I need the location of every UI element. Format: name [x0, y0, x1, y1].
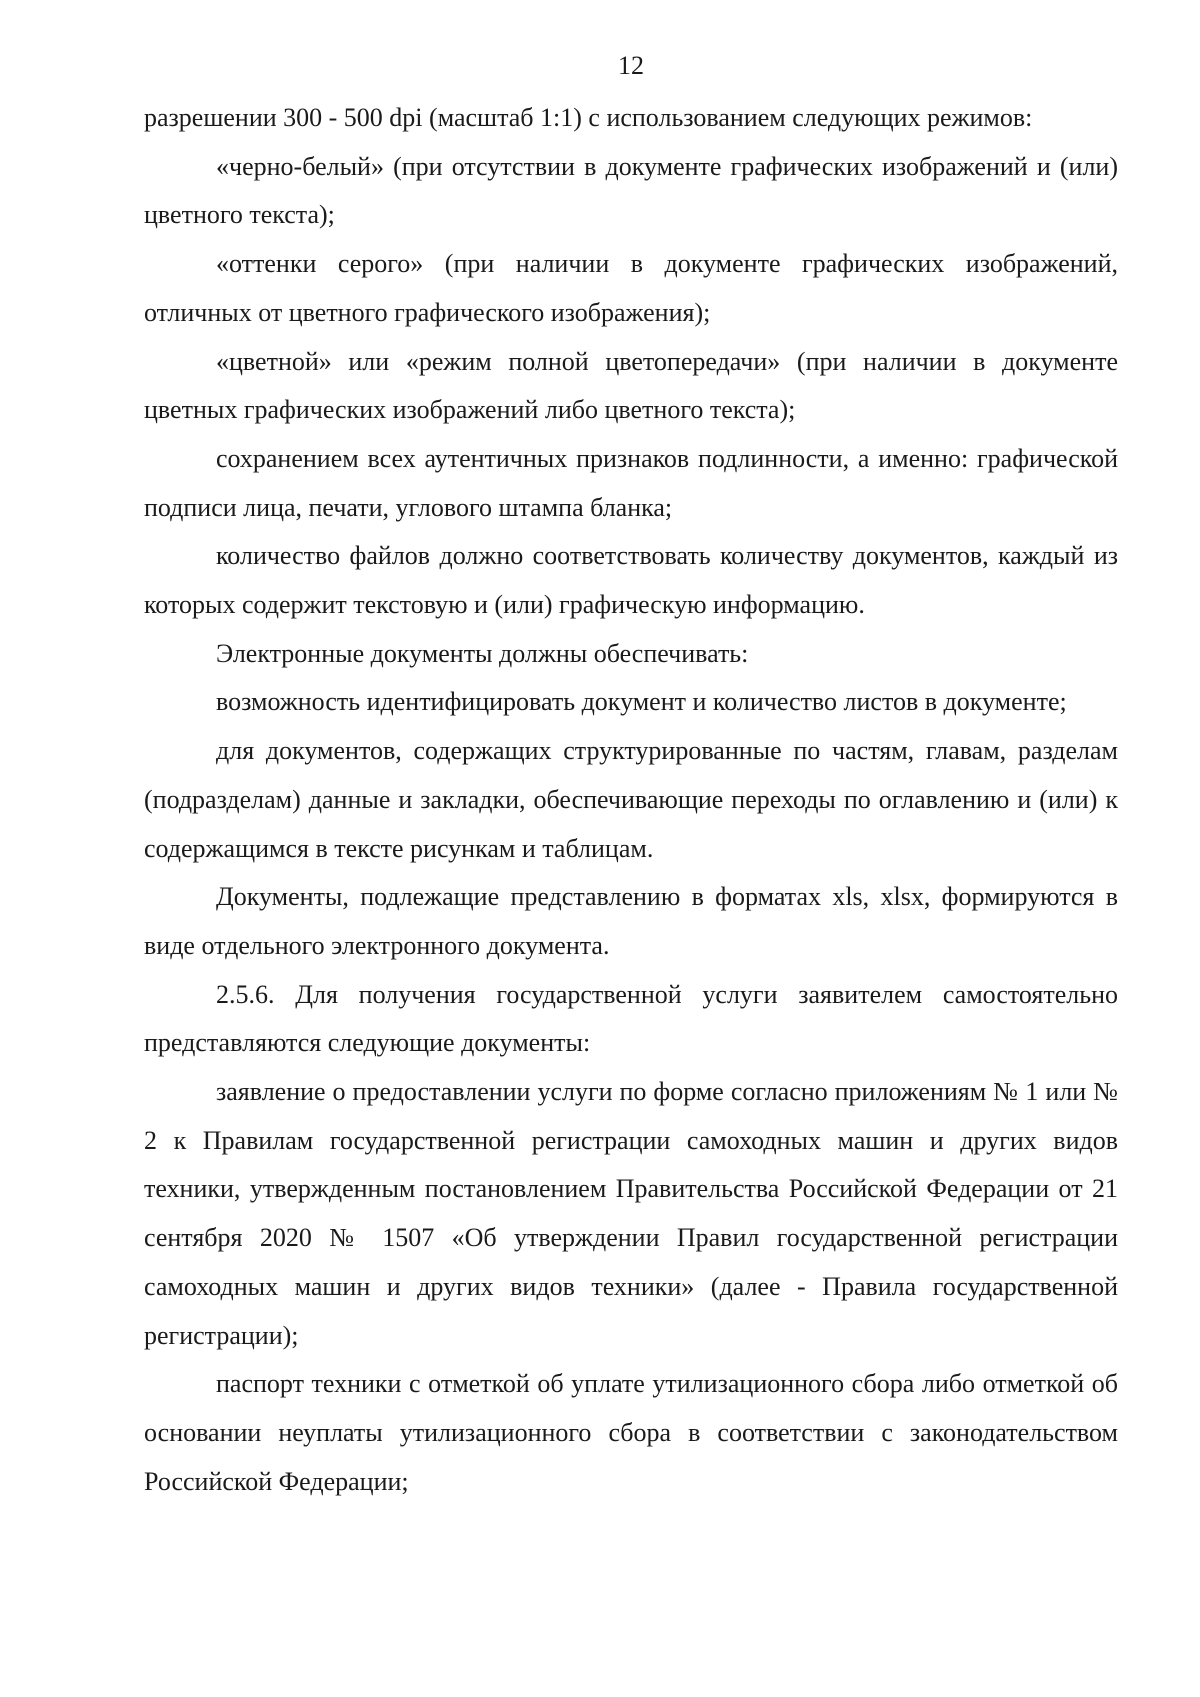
paragraph-electronic-docs: Электронные документы должны обеспечивать:	[216, 638, 749, 668]
paragraph-identify: возможность идентифицировать документ и количество листов в документе;	[216, 687, 1067, 717]
paragraph-grayscale: «оттенки серого» (при наличии в документе графических изображений, отличных от цветного графического изображения);	[144, 249, 1118, 327]
paragraph-passport: паспорт техники с отметкой об уплате утилизационного сбора либо отметкой об основании неуплаты утилизационного сбора в соответствии с законодательством Российской Федерации;	[144, 1369, 1118, 1496]
document-body	[144, 94, 1118, 1506]
paragraph-black-white: «черно-белый» (при отсутствии в документе графических изображений и (или) цветного текста);	[144, 151, 1118, 230]
paragraph-authenticity: сохранением всех аутентичных признаков подлинности, а именно: графической подписи лица, печати, углового штампа бланка;	[144, 443, 1118, 522]
paragraph-resolution-modes: разрешении 300 - 500 dpi (масштаб 1:1) с использованием следующих режимов:	[144, 103, 1033, 132]
paragraph-section-2-5-6: 2.5.6. Для получения государственной услуги заявителем самостоятельно представляются следующие документы:	[144, 979, 1118, 1058]
paragraph-file-count: количество файлов должно соответствовать количеству документов, каждый из которых содержит текстовую и (или) графическую информацию.	[144, 541, 1118, 620]
paragraph-structured: для документов, содержащих структурированные по частям, главам, разделам (подразделам) данные и закладки, обеспечивающие переходы по оглавлению и (или) к содержащимся в тексте рисункам и таблицам.	[144, 736, 1118, 863]
paragraph-color: «цветной» или «режим полной цветопередачи» (при наличии в документе цветных графических изображений либо цветного текста);	[144, 346, 1118, 425]
paragraph-xls-formats: Документы, подлежащие представлению в форматах xls, xlsx, формируются в виде отдельного электронного документа.	[144, 882, 1118, 960]
page-number: 12	[618, 51, 644, 80]
paragraph-application: заявление о предоставлении услуги по форме согласно приложениям № 1 или № 2 к Правилам государственной регистрации самоходных машин и других видов техники, утвержденным постановлением Правительства Российской Федерации от 21 сентября 2020 № 1507 «Об утверждении Правил государственной регистрации самоходных машин и других видов техники» (далее - Правила государственной регистрации);	[144, 1077, 1118, 1350]
